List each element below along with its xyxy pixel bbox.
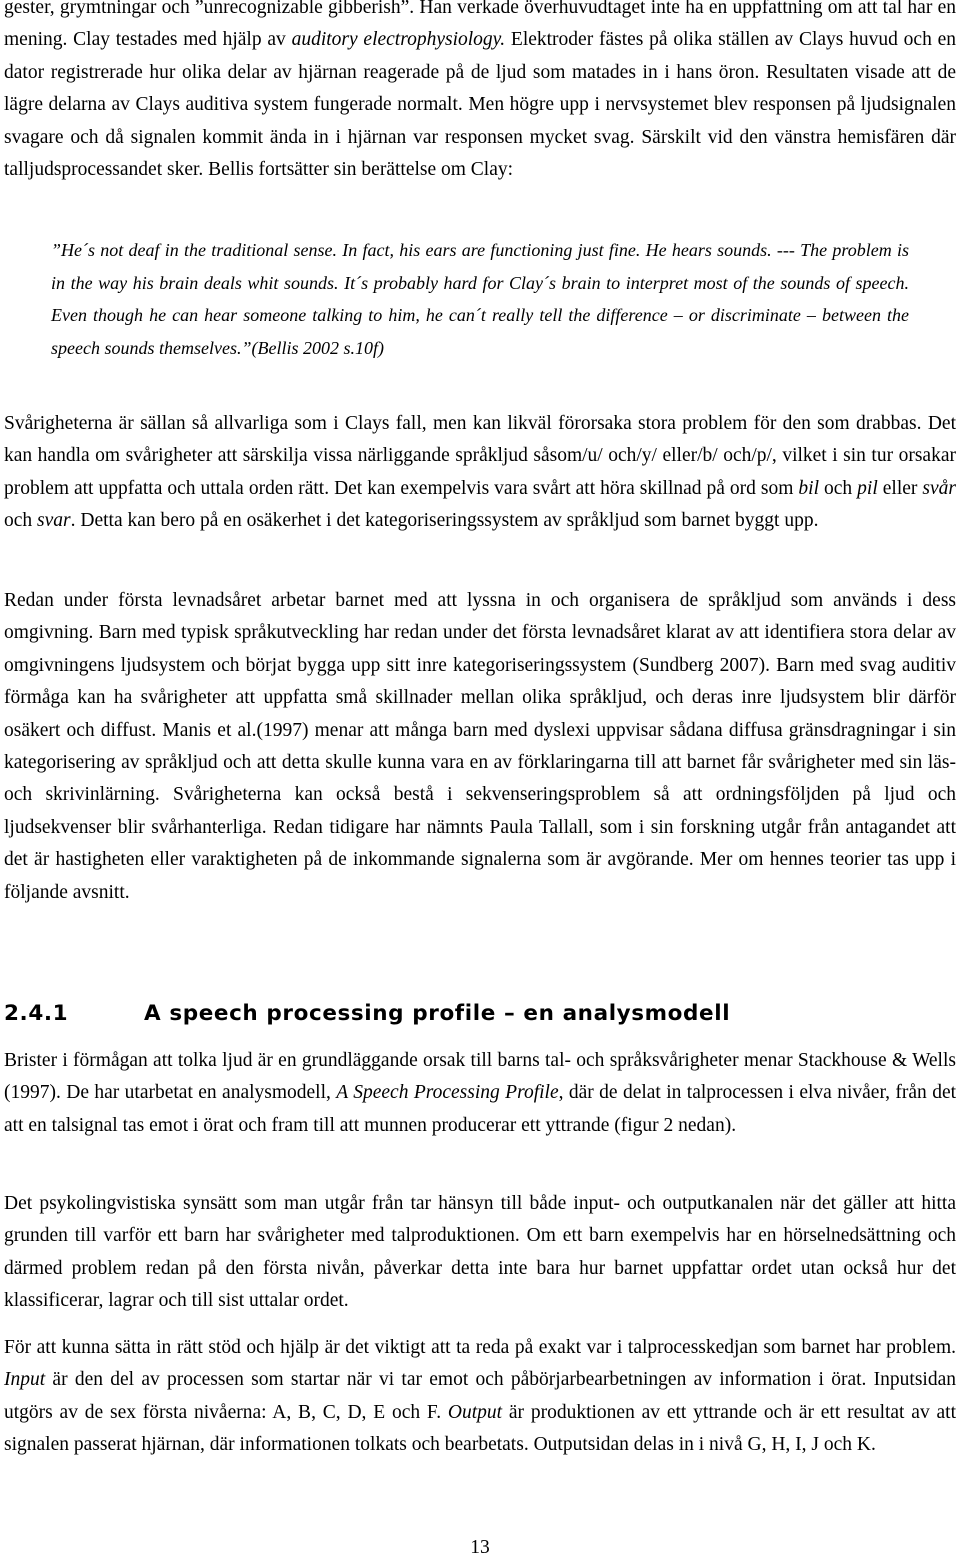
section-heading: [4, 996, 730, 1032]
emphasis-title: A Speech Processing Profile: [336, 1082, 559, 1104]
paragraph-text: är den del av processen som startar när vi tar emot och påbörjarbearbetningen av information i örat. Inputsidan utgörs av de sex första nivåerna: A, B, C, D, E och F.: [4, 1369, 956, 1423]
paragraph-input-output: [4, 1332, 956, 1462]
section-title: A speech processing profile – en analysmodell: [144, 1001, 731, 1026]
paragraph-text: Elektroder fästes på olika ställen av Clays huvud och en dator registrerade hur olika delar av hjärnan reagerade på de ljud som matades in i hans öron. Resultaten visade att de lägre delarna av Clays auditiva system fungerade normalt. Men högre upp i nervsystemet blev responsen på ljudsignalen svagare och då signalen kommit ända in i hjärnan var responsen mycket svag. Särskilt vid den vänstra hemisfären där talljudsprocessandet sker. Bellis fortsätter sin berättelse om Clay:: [4, 29, 957, 181]
paragraph-text: . Detta kan bero på en osäkerhet i det kategoriseringssystem av språkljud som barnet byggt upp.: [70, 510, 819, 532]
block-quote-bellis: ”He´s not deaf in the traditional sense. In fact, his ears are functioning just fine. He hears sounds. --- The problem is in the way his brain deals whit sounds. It´s probably hard for Clay´s brain to interpret most of the sounds of speech. Even though he can hear someone talking to him, he can´t really tell the difference – or discriminate – between the speech sounds themselves.”(Bellis 2002 s.10f): [51, 240, 909, 358]
paragraph-clay-testing: [4, 0, 956, 186]
paragraph-text: , där de delat in talprocessen i elva nivåer, från det att en talsignal tas emot i örat och fram till att munnen producerar ett yttrande (figur 2 nedan).: [4, 1082, 957, 1136]
paragraph-text: eller: [877, 477, 923, 499]
section-number: 2.4.1: [4, 1001, 69, 1026]
emphasis-word: bil: [798, 477, 820, 499]
paragraph-text: och: [819, 477, 858, 499]
emphasis-word: pil: [857, 477, 878, 499]
paragraph-text: För att kunna sätta in rätt stöd och hjälp är det viktigt att ta reda på exakt var i talprocesskedjan som barnet har problem.: [4, 1337, 956, 1358]
paragraph-text: Brister i förmågan att tolka ljud är en grundläggande orsak till barns tal- och språksvårigheter menar Stackhouse & Wells (1997). De har utarbetat en analysmodell,: [4, 1050, 956, 1104]
emphasis-term: Input: [4, 1369, 46, 1391]
emphasis-term: auditory electrophysiology.: [291, 29, 506, 51]
paragraph-text: Svårigheterna är sällan så allvarliga som i Clays fall, men kan likväl förorsaka stora problem för den som drabbas. Det kan handla om svårigheter att särskilja vissa närliggande språkljud såsom/u/ och/y/ eller/b/ och/p/, vilket i sin tur orsakar problem att uppfatta och uttala orden rätt. Det kan exempelvis vara svårt att höra skillnad på ord som: [4, 413, 956, 499]
paragraph-difficulties: [4, 408, 956, 538]
paragraph-first-year: Redan under första levnadsåret arbetar barnet med att lyssna in och organisera de språkljud som används i dess omgivning. Barn med typisk språkutveckling har redan under det första levnadsåret klarat av att identifiera stora delar av omgivningens ljudsystem och börjat bygga upp sitt inre kategoriseringssystem (Sundberg 2007). Barn med svag auditiv förmåga kan ha svårigheter att uppfatta små skillnader mellan olika språkljud, och deras inre ljudsystem blir därför osäkert och diffust. Manis et al.(1997) menar att många barn med dyslexi uppvisar sådana diffusa gränsdragningar i sin kategorisering av språkljud och att detta skulle kunna vara en av förklaringarna till att barnet får svårigheter med sin läs- och skrivinlärning. Svårigheterna kan också bestå i sekvenseringsproblem så att ordningsföljden på ljud och ljudsekvenser blir svårhanterliga. Redan tidigare har nämnts Paula Tallall, som i sin forskning utgår från antagandet att det är hastigheten eller varaktigheten på de inkommande signalerna som är avgörande. Mer om hennes teorier tas upp i följande avsnitt.: [4, 590, 956, 903]
paragraph-psycholinguistic: Det psykolingvistiska synsätt som man utgår från tar hänsyn till både input- och outputkanalen när det gäller att hitta grunden till varför ett barn har svårigheter med talproduktionen. Om ett barn exempelvis har en hörselnedsättning och därmed problem redan på den första nivån, påverkar detta inte bara hur barnet uppfattar ordet utan också hur det klassificerar, lagrar och till sist uttalar ordet.: [4, 1193, 956, 1312]
page-number: 13: [470, 1537, 490, 1558]
paragraph-text: är produktionen av ett yttrande och är ett resultat av att signalen passerat hjärnan, där informationen tolkats och bearbetats. Outputsidan delas in i nivå G, H, I, J och K.: [4, 1401, 956, 1456]
emphasis-word: svår: [922, 477, 956, 499]
emphasis-term: Output: [447, 1401, 503, 1423]
paragraph-text: gester, grymtningar och ”unrecognizable gibberish”. Han verkade överhuvudtaget inte ha en uppfattning om att tal har en mening. Clay testades med hjälp av: [4, 0, 956, 51]
paragraph-stackhouse-wells: [4, 1045, 956, 1142]
emphasis-word: svar: [37, 510, 71, 532]
paragraph-text: och: [4, 510, 38, 532]
